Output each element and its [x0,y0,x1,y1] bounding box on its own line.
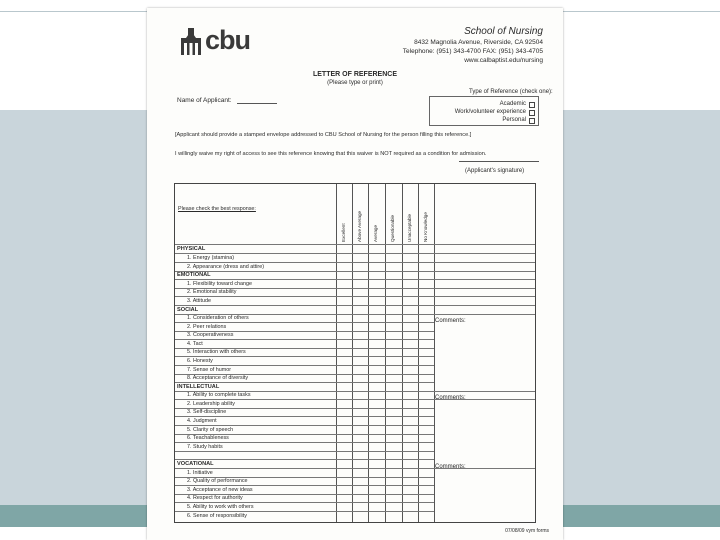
signature-label: (Applicant's signature) [465,168,525,174]
logo-text: cbu [205,25,251,55]
comments-label-social: Comments: [435,318,466,324]
reference-type-box [429,96,539,126]
item-intellectual-2: 2. Leadership ability [187,401,235,407]
item-social-8: 8. Acceptance of diversity [187,375,249,381]
form-code: 07/08/09 vym forms [505,528,549,534]
comments-label-intellectual: Comments: [435,395,466,401]
item-intellectual-1: 1. Ability to complete tasks [187,392,251,398]
item-intellectual-3: 3. Self-discipline [187,409,227,415]
envelope-instruction: [Applicant should provide a stamped envelope addressed to CBU School of Nursing for the person filling this reference.] [175,132,472,138]
waiver-statement: I willingly waive my right of access to see this reference knowing that this waiver is NOT required as a condition for admission. [175,151,487,157]
rating-header-questionable: Questionable [390,214,395,242]
item-vocational-5: 5. Ability to work with others [187,504,254,510]
item-vocational-4: 4. Respect for authority [187,495,243,501]
item-social-1: 1. Consideration of others [187,315,249,321]
school-website[interactable]: www.calbaptist.edu/nursing [464,57,543,64]
item-intellectual-5: 5. Clarity of speech [187,427,234,433]
item-physical-1: 1. Energy (stamina) [187,255,235,261]
letter-subtitle: (Please type or print) [327,80,383,86]
rating-header-unacceptable: Unacceptable [407,213,412,242]
item-intellectual-7: 7. Study habits [187,444,223,450]
personal-checkbox[interactable] [529,118,535,124]
signature-field[interactable] [459,161,539,162]
item-vocational-3: 3. Acceptance of new ideas [187,487,253,493]
item-social-3: 3. Cooperativeness [187,332,234,338]
item-emotional-2: 2. Emotional stability [187,289,237,295]
rating-header-excellent: Excellent [341,223,346,242]
item-social-5: 5. Interaction with others [187,349,246,355]
item-social-7: 7. Sense of humor [187,367,232,373]
work-checkbox[interactable] [529,110,535,116]
school-phone: Telephone: (951) 343-4700 FAX: (951) 343-4705 [402,48,543,55]
item-emotional-3: 3. Attitude [187,298,211,304]
applicant-name-field[interactable] [237,103,277,104]
rating-header-no-knowledge: No Knowledge [423,212,428,242]
item-social-6: 6. Honesty [187,358,213,364]
item-physical-2: 2. Appearance (dress and attire) [187,264,265,270]
rating-header-above-average: Above Average [357,210,362,242]
comments-label-vocational: Comments: [435,464,466,470]
reference-form-page [147,8,563,540]
item-intellectual-6: 6. Teachableness [187,435,229,441]
reference-option-work: Work/volunteer experience [454,109,526,115]
section-intellectual: INTELLECTUAL [177,384,220,390]
item-social-4: 4. Tact [187,341,203,347]
item-emotional-1: 1. Flexibility toward change [187,281,253,287]
section-social: SOCIAL [177,307,199,313]
section-physical: PHYSICAL [177,246,206,252]
reference-option-academic: Academic [499,101,526,107]
reference-option-personal: Personal [502,117,526,123]
rating-table [174,183,536,523]
school-address: 8432 Magnolia Avenue, Riverside, CA 92504 [414,39,543,46]
item-intellectual-4: 4. Judgment [187,418,217,424]
school-name: School of Nursing [464,26,543,37]
item-vocational-1: 1. Initiative [187,470,213,476]
tower-building-icon [178,26,204,56]
item-social-2: 2. Peer relations [187,324,227,330]
section-vocational: VOCATIONAL [177,461,214,467]
section-emotional: EMOTIONAL [177,272,211,278]
rating-header-average: Average [373,224,378,242]
table-instruction: Please check the best response: [178,206,256,212]
academic-checkbox[interactable] [529,102,535,108]
reference-type-label: Type of Reference (check one): [469,89,553,95]
item-vocational-6: 6. Sense of responsibility [187,513,247,519]
applicant-name-label: Name of Applicant: [177,97,232,104]
letter-title: LETTER OF REFERENCE [312,71,397,78]
item-vocational-2: 2. Quality of performance [187,478,248,484]
